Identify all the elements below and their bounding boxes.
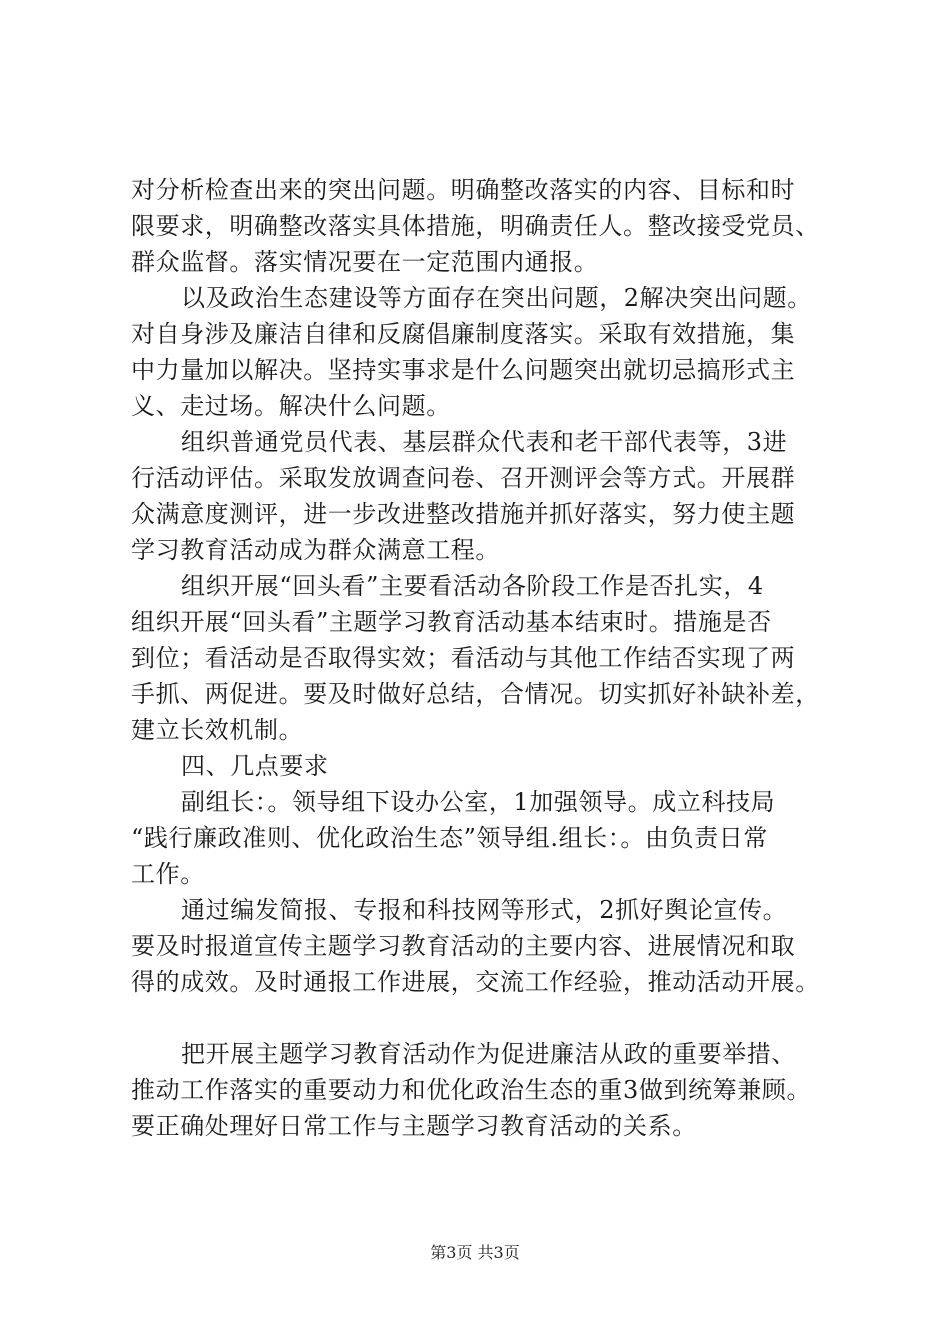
paragraph: [131, 748, 851, 784]
text-line: 众满意度测评，进一步改进整改措施并抓好落实，努力使主题: [131, 500, 796, 528]
text-line: 把开展主题学习教育活动作为促进廉洁从政的重要举措、: [181, 1040, 796, 1068]
text-line: 对分析检查出来的突出问题。明确整改落实的内容、目标和时: [131, 176, 796, 204]
paragraph: [131, 1036, 851, 1144]
text-line: “践行廉政准则、优化政治生态”领导组.组长：。由负责日常: [131, 824, 768, 852]
text-line: 通过编发简报、专报和科技网等形式，2抓好舆论宣传。: [181, 896, 788, 924]
page-number-footer: 第3页 共3页: [430, 1243, 520, 1262]
text-line: 推动工作落实的重要动力和优化政治生态的重3做到统筹兼顾。: [131, 1076, 812, 1104]
text-line: 行活动评估。采取发放调查问卷、召开测评会等方式。开展群: [131, 464, 796, 492]
paragraph: [131, 172, 851, 280]
text-line: 限要求，明确整改落实具体措施，明确责任人。整改接受党员、: [131, 212, 820, 240]
text-line: 要正确处理好日常工作与主题学习教育活动的关系。: [131, 1112, 697, 1140]
text-line: 建立长效机制。: [131, 716, 304, 744]
text-line: 群众监督。落实情况要在一定范围内通报。: [131, 248, 599, 276]
text-line: 对自身涉及廉洁自律和反腐倡廉制度落实。采取有效措施，集: [131, 320, 796, 348]
text-line: 得的成效。及时通报工作进展，交流工作经验，推动活动开展。: [131, 968, 820, 996]
paragraph-gap: [131, 1000, 851, 1036]
paragraph: [131, 892, 851, 1000]
document-body: [131, 172, 851, 1144]
text-line: 组织开展“回头看”主要看活动各阶段工作是否扎实，4: [181, 572, 764, 600]
text-line: 手抓、两促进。要及时做好总结，合情况。切实抓好补缺补差，: [131, 680, 820, 708]
text-line: 到位；看活动是否取得实效；看活动与其他工作结否实现了两: [131, 644, 796, 672]
paragraph: [131, 280, 851, 424]
text-line: 中力量加以解决。坚持实事求是什么问题突出就切忌搞形式主: [131, 356, 796, 384]
paragraph: [131, 568, 851, 748]
text-line: 四、几点要求: [181, 752, 329, 780]
text-line: 副组长：。领导组下设办公室，1加强领导。成立科技局: [181, 788, 776, 816]
text-line: 要及时报道宣传主题学习教育活动的主要内容、进展情况和取: [131, 932, 796, 960]
text-line: 以及政治生态建设等方面存在突出问题，2解决突出问题。: [181, 284, 812, 312]
text-line: 义、走过场。解决什么问题。: [131, 392, 451, 420]
text-line: 组织开展“回头看”主题学习教育活动基本结束时。措施是否: [131, 608, 772, 636]
text-line: 工作。: [131, 860, 205, 888]
paragraph: [131, 424, 851, 568]
text-line: 组织普通党员代表、基层群众代表和老干部代表等，3进: [181, 428, 788, 456]
paragraph: [131, 784, 851, 892]
text-line: 学习教育活动成为群众满意工程。: [131, 536, 500, 564]
